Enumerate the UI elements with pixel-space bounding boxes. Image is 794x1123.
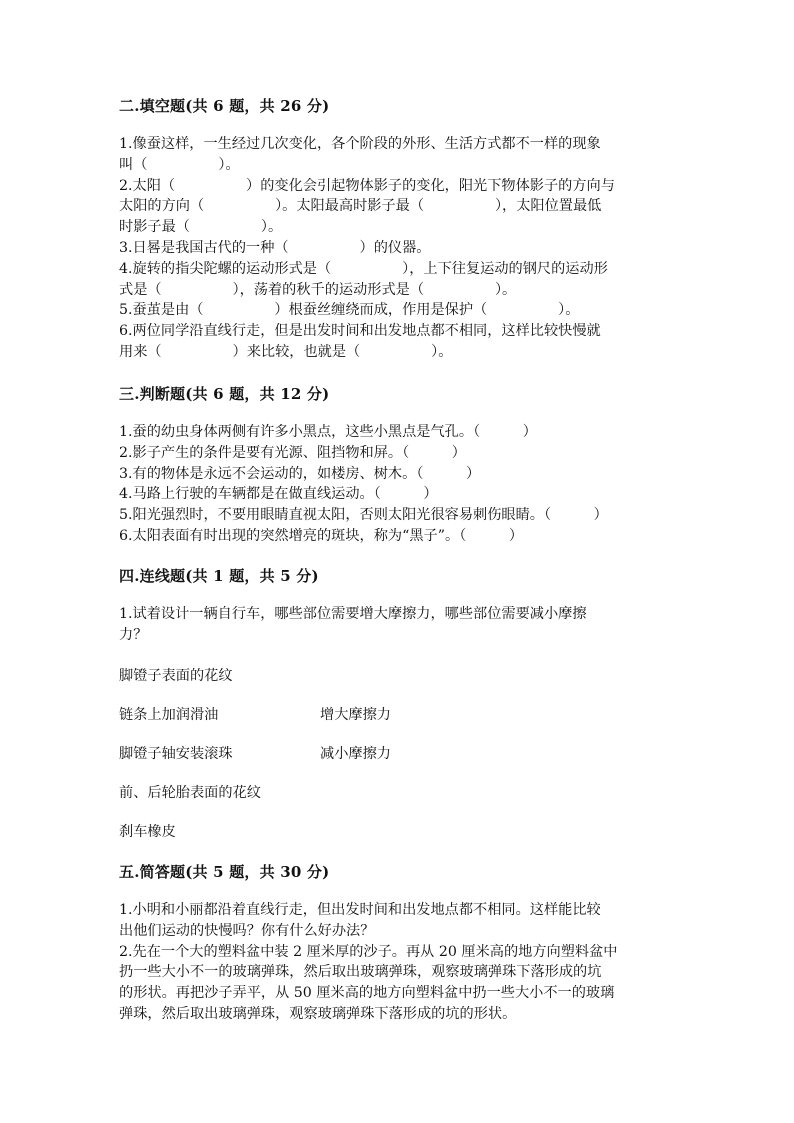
matching-left-item: 链条上加润滑油 (119, 707, 219, 723)
question-line: 出他们运动的快慢吗？你有什么好办法？ (119, 922, 375, 939)
question-line: 5.蚕茧是由（ ）根蚕丝缠绕而成，作用是保护（ ）。 (119, 302, 580, 319)
section-fill-in-blank (119, 96, 679, 363)
section-matching (119, 566, 679, 646)
matching-left-item: 脚镫子轴安装滚珠 (119, 746, 233, 762)
question-line: 式是（ ），荡着的秋千的运动形式是（ ）。 (119, 281, 517, 298)
section-heading: 四.连线题(共 1 题，共 5 分) (119, 567, 319, 585)
matching-right-item: 增大摩擦力 (320, 707, 391, 723)
question-line: 1.蚕的幼虫身体两侧有许多小黑点，这些小黑点是气孔。（ ） (119, 424, 537, 440)
matching-left-item: 刹车橡皮 (119, 824, 176, 840)
section-heading: 二.填空题(共 6 题，共 26 分) (119, 97, 330, 115)
section-heading: 五.简答题(共 5 题，共 30 分) (119, 863, 330, 881)
matching-left-item: 脚镫子表面的花纹 (119, 668, 233, 684)
question-line: 的形状。再把沙子弄平，从 50 厘米高的地方向塑料盆中扔一些大小不一的玻璃 (119, 985, 615, 1002)
question-line: 5.阳光强烈时，不要用眼睛直视太阳，否则太阳光很容易刺伤眼睛。（ ） (119, 507, 608, 524)
question-line: 1.试着设计一辆自行车，哪些部位需要增大摩擦力，哪些部位需要减小摩擦 (119, 606, 587, 622)
question-line: 6.两位同学沿直线行走，但是出发时间和出发地点都不相同，这样比较快慢就 (119, 323, 601, 340)
question-line: 太阳的方向（ ）。太阳最高时影子最（ ），太阳位置最低 (119, 198, 602, 215)
question-line: 3.有的物体是永远不会运动的，如楼房、树木。（ ） (119, 465, 481, 482)
question-line: 4.旋转的指尖陀螺的运动形式是（ ），上下往复运动的钢尺的运动形 (119, 260, 608, 277)
question-line: 扔一些大小不一的玻璃弹珠，然后取出玻璃弹珠，观察玻璃弹珠下落形成的坑 (119, 964, 602, 981)
question-line: 时影子最（ ）。 (119, 219, 283, 236)
question-line: 1.像蚕这样，一生经过几次变化，各个阶段的外形、生活方式都不一样的现象 (119, 136, 601, 152)
question-line: 3.日晷是我国古代的一种（ ）的仪器。 (119, 239, 431, 256)
section-true-false (119, 384, 679, 547)
question-line: 6.太阳表面有时出现的突然增亮的斑块，称为“黑子”。（ ） (119, 527, 524, 544)
matching-left-item: 前、后轮胎表面的花纹 (119, 785, 261, 801)
question-line: 叫（ ）。 (119, 156, 240, 173)
section-heading: 三.判断题(共 6 题，共 12 分) (119, 385, 330, 403)
matching-right-item: 减小摩擦力 (320, 746, 391, 762)
question-line: 弹珠，然后取出玻璃弹珠，观察玻璃弹珠下落形成的坑的形状。 (119, 1005, 517, 1022)
question-line: 2.太阳（ ）的变化会引起物体影子的变化，阳光下物体影子的方向与 (119, 177, 615, 194)
question-line: 2.先在一个大的塑料盆中装 2 厘米厚的沙子。再从 20 厘米高的地方向塑料盆中 (119, 943, 618, 960)
question-line: 力？ (119, 626, 148, 643)
question-line: 2.影子产生的条件是要有光源、阻挡物和屏。（ ） (119, 444, 466, 461)
question-line: 1.小明和小丽都沿着直线行走，但出发时间和出发地点都不相同。这样能比较 (119, 902, 601, 918)
section-short-answer (119, 862, 679, 1025)
question-line: 用来（ ）来比较，也就是（ ）。 (119, 343, 453, 360)
question-line: 4.马路上行驶的车辆都是在做直线运动。（ ） (119, 486, 438, 503)
